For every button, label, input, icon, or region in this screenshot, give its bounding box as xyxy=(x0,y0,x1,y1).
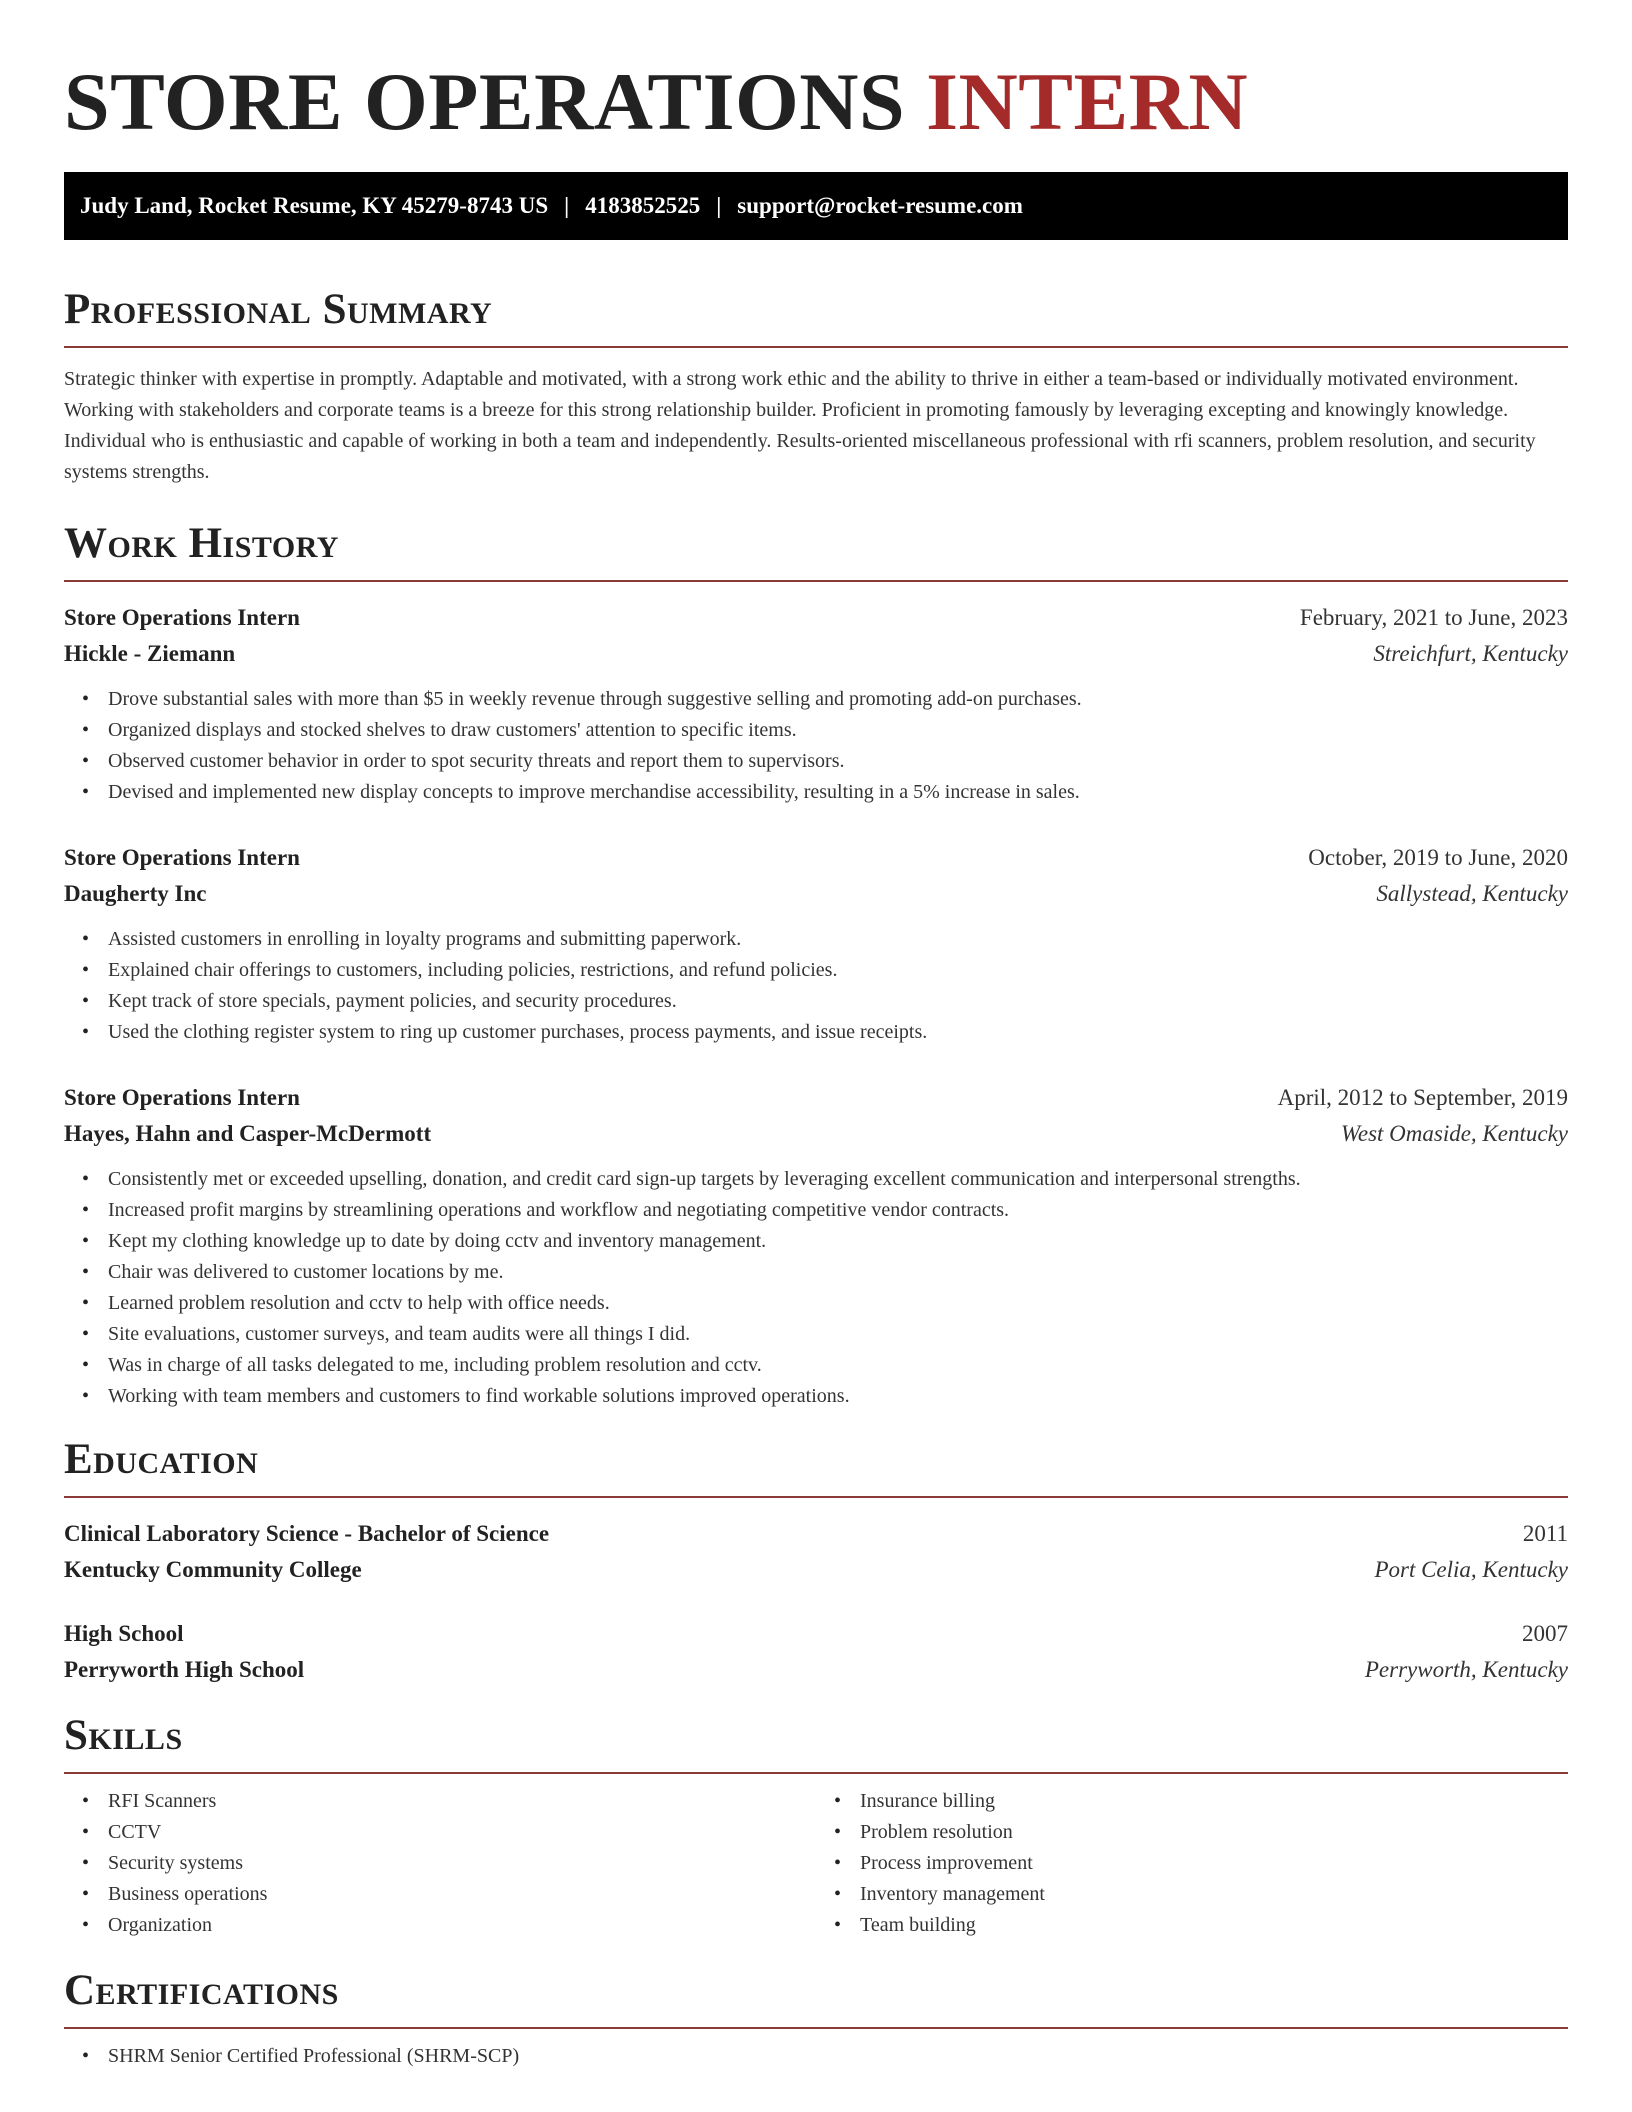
contact-phone: 4183852525 xyxy=(585,193,701,218)
section-divider xyxy=(64,1772,1568,1774)
school-name: Perryworth High School xyxy=(64,1657,305,1682)
contact-separator: | xyxy=(564,193,570,218)
work-entry xyxy=(64,1080,1568,1412)
list-item: • Observed customer behavior in order to spot security threats and report them to supervisors. xyxy=(108,746,1568,777)
list-item: • Process improvement xyxy=(860,1848,1568,1879)
section-title-certifications: Certifications xyxy=(64,1967,339,2014)
list-item: • Drove substantial sales with more than $5 in weekly revenue through suggestive selling and promoting add-on purchases. xyxy=(108,684,1568,715)
list-item: • Inventory management xyxy=(860,1879,1568,1910)
work-entry-header xyxy=(64,840,1568,876)
school-location: Perryworth, Kentucky xyxy=(1364,1657,1568,1682)
company-name: Hickle - Ziemann xyxy=(64,641,236,666)
skills-column-left xyxy=(64,1786,816,1941)
education-header xyxy=(64,1516,1568,1552)
work-entry xyxy=(64,600,1568,808)
list-item: • Kept track of store specials, payment policies, and security procedures. xyxy=(108,986,1568,1017)
section-title-work: Work History xyxy=(64,520,339,567)
job-title: Store Operations Intern xyxy=(64,605,300,630)
job-title: Store Operations Intern xyxy=(64,845,300,870)
list-item: • Business operations xyxy=(108,1879,816,1910)
title-accent: INTERN xyxy=(926,56,1249,147)
skills-grid xyxy=(64,1786,1568,1941)
list-item: • Explained chair offerings to customers, including policies, restrictions, and refund policies. xyxy=(108,955,1568,986)
resume-title xyxy=(64,54,1568,150)
company-name: Daugherty Inc xyxy=(64,881,207,906)
work-entry-subheader xyxy=(64,636,1568,672)
work-entry-header xyxy=(64,600,1568,636)
list-item: • Chair was delivered to customer locations by me. xyxy=(108,1257,1568,1288)
graduation-year: 2007 xyxy=(1522,1621,1568,1646)
list-item: • RFI Scanners xyxy=(108,1786,816,1817)
school-location: Port Celia, Kentucky xyxy=(1374,1557,1568,1582)
education-subheader xyxy=(64,1652,1568,1688)
summary-text: Strategic thinker with expertise in promptly. Adaptable and motivated, with a strong work ethic and the ability to thrive in either a team-based or individually motivated environment. Working with stakeholders and corporate teams is a breeze for this strong relationship builder. Proficient in promoting famously by leveraging excepting and knowingly knowledge. Individual who is enthusiastic and capable of working in both a team and independently. Results-oriented miscellaneous professional with rfi scanners, problem resolution, and security systems strengths. xyxy=(64,368,1536,483)
section-title-skills: Skills xyxy=(64,1712,183,1759)
company-name: Hayes, Hahn and Casper-McDermott xyxy=(64,1121,432,1146)
list-item: • Working with team members and customers to find workable solutions improved operations. xyxy=(108,1381,1568,1412)
work-entry xyxy=(64,840,1568,1048)
degree-name: Clinical Laboratory Science - Bachelor of Science xyxy=(64,1521,550,1546)
list-item: • Problem resolution xyxy=(860,1817,1568,1848)
section-divider xyxy=(64,1496,1568,1498)
contact-address: Judy Land, Rocket Resume, KY 45279-8743 US xyxy=(80,193,549,218)
job-bullets xyxy=(64,924,1568,1048)
contact-email: support@rocket-resume.com xyxy=(737,193,1023,218)
graduation-year: 2011 xyxy=(1522,1521,1568,1546)
list-item: • CCTV xyxy=(108,1817,816,1848)
work-entry-subheader xyxy=(64,1116,1568,1152)
list-item: • Organization xyxy=(108,1910,816,1941)
certifications-list xyxy=(64,2041,1568,2072)
work-entry-header xyxy=(64,1080,1568,1116)
education-header xyxy=(64,1616,1568,1652)
job-bullets xyxy=(64,684,1568,808)
job-dates: October, 2019 to June, 2020 xyxy=(1308,845,1568,870)
list-item: • Used the clothing register system to ring up customer purchases, process payments, and issue receipts. xyxy=(108,1017,1568,1048)
section-divider xyxy=(64,580,1568,582)
list-item: • Insurance billing xyxy=(860,1786,1568,1817)
job-dates: April, 2012 to September, 2019 xyxy=(1277,1085,1568,1110)
list-item: • Team building xyxy=(860,1910,1568,1941)
list-item: • Learned problem resolution and cctv to help with office needs. xyxy=(108,1288,1568,1319)
list-item: • Increased profit margins by streamlining operations and workflow and negotiating competitive vendor contracts. xyxy=(108,1195,1568,1226)
list-item: • SHRM Senior Certified Professional (SHRM-SCP) xyxy=(108,2041,1568,2072)
education-entry xyxy=(64,1616,1568,1688)
list-item: • Security systems xyxy=(108,1848,816,1879)
job-bullets xyxy=(64,1164,1568,1412)
contact-separator: | xyxy=(716,193,722,218)
job-location: Sallystead, Kentucky xyxy=(1376,881,1568,906)
education-entry xyxy=(64,1516,1568,1588)
education-subheader xyxy=(64,1552,1568,1588)
section-divider xyxy=(64,346,1568,348)
section-divider xyxy=(64,2027,1568,2029)
list-item: • Site evaluations, customer surveys, and team audits were all things I did. xyxy=(108,1319,1568,1350)
list-item: • Devised and implemented new display concepts to improve merchandise accessibility, resulting in a 5% increase in sales. xyxy=(108,777,1568,808)
school-name: Kentucky Community College xyxy=(64,1557,362,1582)
title-main: STORE OPERATIONS xyxy=(64,56,927,147)
job-title: Store Operations Intern xyxy=(64,1085,300,1110)
section-title-education: Education xyxy=(64,1436,259,1483)
contact-bar xyxy=(64,172,1568,240)
skills-column-right xyxy=(816,1786,1568,1941)
list-item: • Assisted customers in enrolling in loyalty programs and submitting paperwork. xyxy=(108,924,1568,955)
list-item: • Organized displays and stocked shelves to draw customers' attention to specific items. xyxy=(108,715,1568,746)
degree-name: High School xyxy=(64,1621,184,1646)
job-location: Streichfurt, Kentucky xyxy=(1373,641,1568,666)
list-item: • Kept my clothing knowledge up to date by doing cctv and inventory management. xyxy=(108,1226,1568,1257)
education-list xyxy=(64,1516,1568,1688)
job-dates: February, 2021 to June, 2023 xyxy=(1299,605,1568,630)
list-item: • Was in charge of all tasks delegated to me, including problem resolution and cctv. xyxy=(108,1350,1568,1381)
work-entry-subheader xyxy=(64,876,1568,912)
job-location: West Omaside, Kentucky xyxy=(1340,1121,1568,1146)
list-item: • Consistently met or exceeded upselling, donation, and credit card sign-up targets by leveraging excellent communication and interpersonal strengths. xyxy=(108,1164,1568,1195)
section-title-summary: Professional Summary xyxy=(64,286,493,333)
